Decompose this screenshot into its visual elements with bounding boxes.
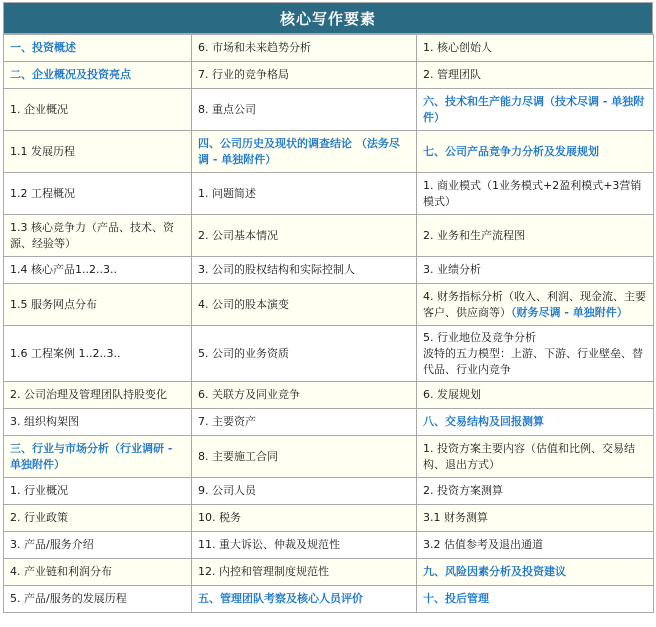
table-cell: 3.2 估值参考及退出通道 <box>417 532 654 559</box>
table-cell <box>417 284 654 326</box>
section-heading: 五、管理团队考察及核心人员评价 <box>192 586 417 613</box>
section-heading: 八、交易结构及回报测算 <box>417 409 654 436</box>
table-cell: 9. 公司人员 <box>192 478 417 505</box>
table-cell: 2. 管理团队 <box>417 62 654 89</box>
table-cell: 7. 行业的竞争格局 <box>192 62 417 89</box>
table-cell: 2. 行业政策 <box>4 505 192 532</box>
table-cell: 1.3 核心竞争力（产品、技术、资源、经验等） <box>4 215 192 257</box>
section-heading: 十、投后管理 <box>417 586 654 613</box>
table-cell: 3. 产品/服务介绍 <box>4 532 192 559</box>
finance-annex-note: （财务尽调 - 单独附件） <box>511 305 628 319</box>
table-cell: 1. 商业模式（1业务模式+2盈利模式+3营销模式） <box>417 173 654 215</box>
table-row <box>4 559 654 586</box>
table-row <box>4 505 654 532</box>
section-heading: 六、技术和生产能力尽调（技术尽调 - 单独附件） <box>417 89 654 131</box>
table-cell: 2. 投资方案测算 <box>417 478 654 505</box>
table-cell: 3.1 财务测算 <box>417 505 654 532</box>
table-cell: 3. 公司的股权结构和实际控制人 <box>192 257 417 284</box>
table-cell: 5. 公司的业务资质 <box>192 326 417 382</box>
table-row <box>4 89 654 131</box>
section-heading: 九、风险因素分析及投资建议 <box>417 559 654 586</box>
table-row <box>4 532 654 559</box>
table-cell: 5. 产品/服务的发展历程 <box>4 586 192 613</box>
table-row <box>4 131 654 173</box>
table-cell: 1.6 工程案例 1..2..3.. <box>4 326 192 382</box>
table-cell: 7. 主要资产 <box>192 409 417 436</box>
section-heading: 七、公司产品竞争力分析及发展规划 <box>417 131 654 173</box>
table-cell: 2. 业务和生产流程图 <box>417 215 654 257</box>
table-cell: 10. 税务 <box>192 505 417 532</box>
table-cell: 1. 核心创始人 <box>417 35 654 62</box>
writing-elements-table <box>3 34 654 613</box>
table-row <box>4 382 654 409</box>
table-cell: 8. 主要施工合同 <box>192 436 417 478</box>
table-cell: 2. 公司治理及管理团队持股变化 <box>4 382 192 409</box>
section-heading: 一、投资概述 <box>4 35 192 62</box>
table-cell: 1.1 发展历程 <box>4 131 192 173</box>
table-row <box>4 173 654 215</box>
table-cell <box>417 326 654 382</box>
document <box>3 2 653 613</box>
table-cell: 12. 内控和管理制度规范性 <box>192 559 417 586</box>
five-forces-text: 波特的五力模型：上游、下游、行业壁垒、替代品、行业内竞争 <box>423 346 643 376</box>
section-heading: 三、行业与市场分析（行业调研 - 单独附件） <box>4 436 192 478</box>
industry-position-text: 5. 行业地位及竞争分析 <box>423 330 536 344</box>
table-cell: 3. 组织构架图 <box>4 409 192 436</box>
finance-analysis-text: 4. 财务指标分析（收入、利润、现金流、主要客户、供应商等） <box>423 289 646 319</box>
table-cell: 4. 公司的股本演变 <box>192 284 417 326</box>
table-cell: 11. 重大诉讼、仲裁及规范性 <box>192 532 417 559</box>
table-cell: 1. 投资方案主要内容（估值和比例、交易结构、退出方式） <box>417 436 654 478</box>
table-row <box>4 586 654 613</box>
table-row <box>4 436 654 478</box>
section-heading: 二、企业概况及投资亮点 <box>4 62 192 89</box>
table-cell: 1.4 核心产品1..2..3.. <box>4 257 192 284</box>
table-cell: 1. 问题简述 <box>192 173 417 215</box>
table-row <box>4 284 654 326</box>
table-row <box>4 409 654 436</box>
section-heading: 四、公司历史及现状的调查结论 （法务尽调 - 单独附件） <box>192 131 417 173</box>
table-row <box>4 326 654 382</box>
table-row <box>4 62 654 89</box>
table-cell: 1.2 工程概况 <box>4 173 192 215</box>
table-row <box>4 215 654 257</box>
table-cell: 1. 企业概况 <box>4 89 192 131</box>
table-cell: 1.5 服务网点分布 <box>4 284 192 326</box>
table-row <box>4 478 654 505</box>
table-cell: 6. 市场和未来趋势分析 <box>192 35 417 62</box>
table-title: 核心写作要素 <box>3 2 653 34</box>
table-cell: 4. 产业链和利润分布 <box>4 559 192 586</box>
table-cell: 8. 重点公司 <box>192 89 417 131</box>
table-row <box>4 35 654 62</box>
table-cell: 2. 公司基本情况 <box>192 215 417 257</box>
table-cell: 6. 关联方及同业竞争 <box>192 382 417 409</box>
table-row <box>4 257 654 284</box>
table-cell: 3. 业绩分析 <box>417 257 654 284</box>
table-cell: 6. 发展规划 <box>417 382 654 409</box>
table-cell: 1. 行业概况 <box>4 478 192 505</box>
